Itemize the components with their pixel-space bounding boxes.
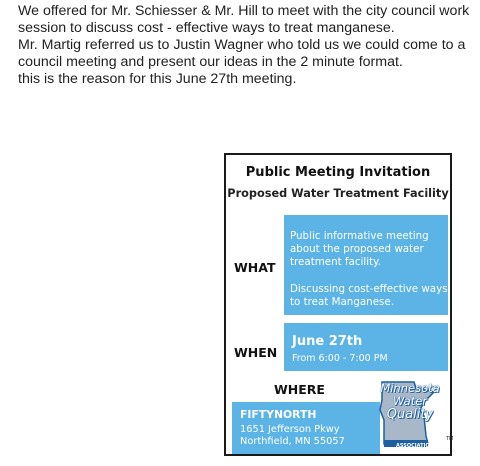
logo-line-1: Minnesota bbox=[380, 381, 440, 395]
flyer-title: Public Meeting Invitation bbox=[245, 165, 431, 180]
logo-line-2: Water bbox=[392, 394, 428, 408]
where-address bbox=[240, 424, 345, 448]
what-text-1: Public informative meeting about the proposed water treatment facility. bbox=[290, 230, 429, 268]
where-venue: FIFTYNORTH bbox=[240, 408, 317, 421]
where-box bbox=[232, 402, 380, 454]
what-text-2: Discussing cost-effective ways to treat Manganese. bbox=[290, 283, 448, 308]
intro-paragraph-1: We offered for Mr. Schiesser & Mr. Hill to meet with the city council work session to discuss cost - effective ways to treat manganese. bbox=[18, 3, 470, 36]
when-date: June 27th bbox=[292, 334, 363, 349]
what-label: WHAT bbox=[234, 260, 276, 275]
logo-line-3: Quality bbox=[386, 407, 434, 422]
when-label: WHEN bbox=[234, 345, 278, 360]
intro-paragraph-2: Mr. Martig referred us to Justin Wagner who told us we could come to a council meeting and present our ideas in the 2 minute format. bbox=[18, 37, 466, 70]
logo-association: ASSOCIATION bbox=[396, 443, 434, 449]
where-label: WHERE bbox=[274, 382, 325, 397]
meeting-flyer bbox=[224, 153, 452, 456]
where-address-line-1: 1651 Jefferson Pkwy bbox=[240, 424, 340, 435]
flyer-subtitle: Proposed Water Treatment Facility bbox=[227, 187, 449, 200]
where-address-line-2: Northfield, MN 55057 bbox=[240, 436, 345, 447]
what-box bbox=[284, 215, 448, 315]
mwqa-logo bbox=[376, 380, 452, 454]
intro-text bbox=[18, 3, 473, 88]
intro-paragraph-3: this is the reason for this June 27th meeting. bbox=[18, 71, 297, 87]
when-box bbox=[284, 323, 448, 371]
when-time: From 6:00 - 7:00 PM bbox=[292, 353, 388, 364]
logo-trademark: TM bbox=[446, 436, 454, 442]
